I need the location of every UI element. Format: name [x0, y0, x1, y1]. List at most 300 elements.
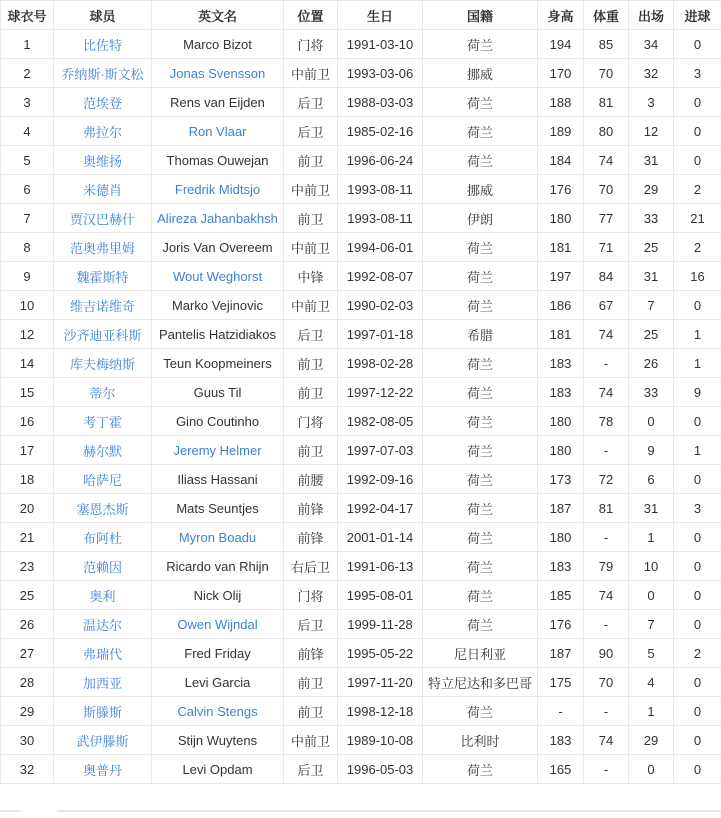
nationality-cell: 特立尼达和多巴哥: [423, 668, 538, 697]
number-cell: 2: [1, 59, 54, 88]
weight-cell: 77: [584, 204, 629, 233]
name_en-cell: Joris Van Overeem: [152, 233, 284, 262]
name_cn-cell: [54, 59, 152, 88]
column-header-number: 球衣号: [1, 1, 54, 30]
weight-cell: 74: [584, 581, 629, 610]
weight-cell: 71: [584, 233, 629, 262]
position-cell: 后卫: [284, 755, 338, 784]
nationality-cell: 挪威: [423, 59, 538, 88]
player-name-link[interactable]: 弗瑞代: [82, 646, 122, 662]
goals-cell: 0: [674, 88, 721, 117]
birthday-cell: 1995-05-22: [338, 639, 423, 668]
player-name-link[interactable]: 范赖因: [82, 559, 122, 575]
goals-cell: 0: [674, 407, 721, 436]
number-cell: 14: [1, 349, 54, 378]
number-cell: 16: [1, 407, 54, 436]
position-cell: 中前卫: [284, 233, 338, 262]
nationality-cell: 希腊: [423, 320, 538, 349]
goals-cell: 0: [674, 581, 721, 610]
nationality-cell: 荷兰: [423, 407, 538, 436]
position-cell: 门将: [284, 581, 338, 610]
position-cell: 门将: [284, 407, 338, 436]
height-cell: 183: [538, 552, 584, 581]
birthday-cell: 1998-12-18: [338, 697, 423, 726]
nationality-cell: 荷兰: [423, 30, 538, 59]
goals-cell: 0: [674, 610, 721, 639]
number-cell: 32: [1, 755, 54, 784]
position-cell: 前卫: [284, 378, 338, 407]
birthday-cell: 1993-08-11: [338, 175, 423, 204]
player-name-link[interactable]: 布阿杜: [82, 530, 122, 546]
appearances-cell: 1: [629, 697, 674, 726]
nationality-cell: 荷兰: [423, 146, 538, 175]
name_cn-cell: [54, 755, 152, 784]
weight-cell: 81: [584, 88, 629, 117]
name_cn-cell: [54, 233, 152, 262]
name_en-cell: Levi Opdam: [152, 755, 284, 784]
position-cell: 后卫: [284, 117, 338, 146]
birthday-cell: 1988-03-03: [338, 88, 423, 117]
height-cell: 185: [538, 581, 584, 610]
nationality-cell: 荷兰: [423, 262, 538, 291]
weight-cell: 81: [584, 494, 629, 523]
table-row: [1, 349, 721, 378]
number-cell: 18: [1, 465, 54, 494]
goals-cell: 2: [674, 639, 721, 668]
name_cn-cell: [54, 639, 152, 668]
height-cell: 181: [538, 233, 584, 262]
player-name-link[interactable]: 魏霍斯特: [76, 269, 129, 285]
weight-cell: 79: [584, 552, 629, 581]
number-cell: 6: [1, 175, 54, 204]
column-header-nationality: 国籍: [423, 1, 538, 30]
table-row: [1, 59, 721, 88]
player-name-en-link[interactable]: Jonas Svensson: [169, 65, 266, 81]
weight-cell: 67: [584, 291, 629, 320]
birthday-cell: 1996-05-03: [338, 755, 423, 784]
table-row: [1, 117, 721, 146]
nationality-cell: 比利时: [423, 726, 538, 755]
table-row: [1, 175, 721, 204]
weight-cell: 70: [584, 175, 629, 204]
player-name-link[interactable]: 温达尔: [82, 617, 122, 633]
height-cell: 183: [538, 378, 584, 407]
table-row: [1, 378, 721, 407]
appearances-cell: 0: [629, 407, 674, 436]
name_cn-cell: [54, 436, 152, 465]
appearances-cell: 0: [629, 581, 674, 610]
goals-cell: 2: [674, 175, 721, 204]
name_cn-cell: [54, 581, 152, 610]
appearances-cell: 10: [629, 552, 674, 581]
height-cell: 175: [538, 668, 584, 697]
name_cn-cell: [54, 320, 152, 349]
player-name-en-link[interactable]: Fredrik Midtsjo: [174, 181, 261, 197]
goals-cell: 0: [674, 146, 721, 175]
weight-cell: 84: [584, 262, 629, 291]
name_en-cell: [152, 523, 284, 552]
birthday-cell: 1992-09-16: [338, 465, 423, 494]
birthday-cell: 1982-08-05: [338, 407, 423, 436]
height-cell: 170: [538, 59, 584, 88]
appearances-cell: 33: [629, 204, 674, 233]
position-cell: 前锋: [284, 523, 338, 552]
nationality-cell: 荷兰: [423, 523, 538, 552]
name_cn-cell: [54, 726, 152, 755]
position-cell: 前卫: [284, 668, 338, 697]
column-header-goals: 进球: [674, 1, 721, 30]
goals-cell: 0: [674, 697, 721, 726]
height-cell: 186: [538, 291, 584, 320]
position-cell: 前锋: [284, 494, 338, 523]
position-cell: 前锋: [284, 639, 338, 668]
position-cell: 中前卫: [284, 291, 338, 320]
position-cell: 前卫: [284, 146, 338, 175]
name_en-cell: Levi Garcia: [152, 668, 284, 697]
goals-cell: 2: [674, 233, 721, 262]
player-name-link[interactable]: 比佐特: [82, 37, 122, 53]
goals-cell: 0: [674, 552, 721, 581]
table-row: [1, 610, 721, 639]
name_en-cell: Marco Bizot: [152, 30, 284, 59]
divider-segment-left: [0, 810, 21, 812]
nationality-cell: 挪威: [423, 175, 538, 204]
goals-cell: 9: [674, 378, 721, 407]
player-name-link[interactable]: 武伊滕斯: [76, 733, 129, 749]
name_cn-cell: [54, 88, 152, 117]
table-row: [1, 88, 721, 117]
height-cell: 194: [538, 30, 584, 59]
bottom-divider-area: [0, 784, 721, 818]
name_en-cell: Fred Friday: [152, 639, 284, 668]
table-row: [1, 726, 721, 755]
number-cell: 17: [1, 436, 54, 465]
name_en-cell: Rens van Eijden: [152, 88, 284, 117]
name_en-cell: Iliass Hassani: [152, 465, 284, 494]
position-cell: 前卫: [284, 204, 338, 233]
number-cell: 29: [1, 697, 54, 726]
goals-cell: 1: [674, 349, 721, 378]
player-name-en-link[interactable]: Wout Weghorst: [172, 268, 263, 284]
height-cell: 187: [538, 639, 584, 668]
name_en-cell: [152, 262, 284, 291]
name_cn-cell: [54, 204, 152, 233]
name_en-cell: [152, 175, 284, 204]
birthday-cell: 1997-07-03: [338, 436, 423, 465]
weight-cell: -: [584, 697, 629, 726]
weight-cell: 74: [584, 320, 629, 349]
table-row: [1, 552, 721, 581]
name_en-cell: Gino Coutinho: [152, 407, 284, 436]
appearances-cell: 12: [629, 117, 674, 146]
position-cell: 前卫: [284, 349, 338, 378]
name_en-cell: Thomas Ouwejan: [152, 146, 284, 175]
player-name-link[interactable]: 加西亚: [82, 675, 122, 691]
table-row: [1, 494, 721, 523]
player-name-link[interactable]: 考丁霍: [82, 414, 122, 430]
appearances-cell: 29: [629, 175, 674, 204]
table-row: [1, 697, 721, 726]
table-row: [1, 436, 721, 465]
weight-cell: 74: [584, 146, 629, 175]
position-cell: 中前卫: [284, 726, 338, 755]
name_cn-cell: [54, 291, 152, 320]
height-cell: 180: [538, 436, 584, 465]
player-name-en-link[interactable]: Owen Wijndal: [177, 616, 258, 632]
table-row: [1, 291, 721, 320]
nationality-cell: 荷兰: [423, 494, 538, 523]
weight-cell: -: [584, 436, 629, 465]
number-cell: 28: [1, 668, 54, 697]
weight-cell: -: [584, 523, 629, 552]
appearances-cell: 3: [629, 88, 674, 117]
name_cn-cell: [54, 407, 152, 436]
table-row: [1, 639, 721, 668]
name_en-cell: Marko Vejinovic: [152, 291, 284, 320]
appearances-cell: 25: [629, 233, 674, 262]
name_cn-cell: [54, 349, 152, 378]
player-name-en-link[interactable]: Alireza Jahanbakhsh: [157, 210, 278, 226]
nationality-cell: 荷兰: [423, 697, 538, 726]
height-cell: -: [538, 697, 584, 726]
number-cell: 8: [1, 233, 54, 262]
birthday-cell: 2001-01-14: [338, 523, 423, 552]
appearances-cell: 25: [629, 320, 674, 349]
nationality-cell: 荷兰: [423, 349, 538, 378]
goals-cell: 3: [674, 494, 721, 523]
name_cn-cell: [54, 262, 152, 291]
table-row: [1, 465, 721, 494]
goals-cell: 3: [674, 59, 721, 88]
name_en-cell: [152, 204, 284, 233]
appearances-cell: 1: [629, 523, 674, 552]
nationality-cell: 尼日利亚: [423, 639, 538, 668]
birthday-cell: 1996-06-24: [338, 146, 423, 175]
height-cell: 180: [538, 407, 584, 436]
number-cell: 26: [1, 610, 54, 639]
player-name-link[interactable]: 奥普丹: [82, 762, 122, 778]
player-name-link[interactable]: 蒂尔: [89, 385, 116, 401]
name_cn-cell: [54, 117, 152, 146]
height-cell: 184: [538, 146, 584, 175]
birthday-cell: 1991-03-10: [338, 30, 423, 59]
table-row: [1, 523, 721, 552]
nationality-cell: 荷兰: [423, 117, 538, 146]
number-cell: 15: [1, 378, 54, 407]
name_cn-cell: [54, 610, 152, 639]
height-cell: 187: [538, 494, 584, 523]
birthday-cell: 1993-03-06: [338, 59, 423, 88]
nationality-cell: 荷兰: [423, 610, 538, 639]
goals-cell: 0: [674, 668, 721, 697]
player-name-en-link[interactable]: Myron Boadu: [178, 529, 257, 545]
appearances-cell: 5: [629, 639, 674, 668]
appearances-cell: 7: [629, 610, 674, 639]
position-cell: 后卫: [284, 320, 338, 349]
table-row: [1, 233, 721, 262]
goals-cell: 0: [674, 465, 721, 494]
birthday-cell: 1993-08-11: [338, 204, 423, 233]
height-cell: 188: [538, 88, 584, 117]
divider-segment-right: [57, 810, 721, 812]
position-cell: 中前卫: [284, 175, 338, 204]
player-name-link[interactable]: 哈萨尼: [82, 472, 122, 488]
name_en-cell: [152, 436, 284, 465]
goals-cell: 0: [674, 117, 721, 146]
player-name-link[interactable]: 奥利: [89, 588, 116, 604]
birthday-cell: 1985-02-16: [338, 117, 423, 146]
appearances-cell: 31: [629, 146, 674, 175]
height-cell: 197: [538, 262, 584, 291]
appearances-cell: 26: [629, 349, 674, 378]
position-cell: 后卫: [284, 88, 338, 117]
name_en-cell: Stijn Wuytens: [152, 726, 284, 755]
goals-cell: 16: [674, 262, 721, 291]
nationality-cell: 荷兰: [423, 552, 538, 581]
weight-cell: 85: [584, 30, 629, 59]
number-cell: 1: [1, 30, 54, 59]
weight-cell: 74: [584, 378, 629, 407]
goals-cell: 21: [674, 204, 721, 233]
goals-cell: 0: [674, 726, 721, 755]
name_cn-cell: [54, 378, 152, 407]
position-cell: 门将: [284, 30, 338, 59]
goals-cell: 0: [674, 755, 721, 784]
birthday-cell: 1999-11-28: [338, 610, 423, 639]
nationality-cell: 荷兰: [423, 755, 538, 784]
appearances-cell: 33: [629, 378, 674, 407]
weight-cell: -: [584, 755, 629, 784]
position-cell: 后卫: [284, 610, 338, 639]
number-cell: 25: [1, 581, 54, 610]
appearances-cell: 31: [629, 262, 674, 291]
weight-cell: 78: [584, 407, 629, 436]
name_cn-cell: [54, 494, 152, 523]
name_en-cell: [152, 697, 284, 726]
birthday-cell: 1992-08-07: [338, 262, 423, 291]
name_cn-cell: [54, 30, 152, 59]
player-name-link[interactable]: 赫尔默: [82, 443, 122, 459]
name_cn-cell: [54, 523, 152, 552]
table-row: [1, 30, 721, 59]
weight-cell: 72: [584, 465, 629, 494]
birthday-cell: 1991-06-13: [338, 552, 423, 581]
position-cell: 右后卫: [284, 552, 338, 581]
player-name-link[interactable]: 塞恩杰斯: [76, 501, 129, 517]
position-cell: 中锋: [284, 262, 338, 291]
height-cell: 183: [538, 726, 584, 755]
number-cell: 10: [1, 291, 54, 320]
player-name-link[interactable]: 奥维扬: [82, 153, 122, 169]
position-cell: 中前卫: [284, 59, 338, 88]
weight-cell: -: [584, 349, 629, 378]
name_cn-cell: [54, 697, 152, 726]
player-name-link[interactable]: 范奥弗里姆: [69, 240, 135, 256]
nationality-cell: 荷兰: [423, 581, 538, 610]
number-cell: 27: [1, 639, 54, 668]
table-row: [1, 755, 721, 784]
number-cell: 12: [1, 320, 54, 349]
goals-cell: 1: [674, 436, 721, 465]
player-name-link[interactable]: 维吉诺维奇: [69, 298, 135, 314]
goals-cell: 0: [674, 30, 721, 59]
table-row: [1, 204, 721, 233]
appearances-cell: 4: [629, 668, 674, 697]
weight-cell: 74: [584, 726, 629, 755]
birthday-cell: 1989-10-08: [338, 726, 423, 755]
table-row: [1, 262, 721, 291]
height-cell: 181: [538, 320, 584, 349]
nationality-cell: 荷兰: [423, 465, 538, 494]
name_cn-cell: [54, 146, 152, 175]
nationality-cell: 荷兰: [423, 88, 538, 117]
appearances-cell: 32: [629, 59, 674, 88]
nationality-cell: 荷兰: [423, 436, 538, 465]
column-header-appearances: 出场: [629, 1, 674, 30]
birthday-cell: 1997-01-18: [338, 320, 423, 349]
player-name-link[interactable]: 沙齐迪亚科斯: [63, 327, 142, 343]
table-row: [1, 668, 721, 697]
appearances-cell: 6: [629, 465, 674, 494]
name_en-cell: [152, 117, 284, 146]
nationality-cell: 荷兰: [423, 233, 538, 262]
appearances-cell: 34: [629, 30, 674, 59]
name_en-cell: Mats Seuntjes: [152, 494, 284, 523]
birthday-cell: 1994-06-01: [338, 233, 423, 262]
number-cell: 9: [1, 262, 54, 291]
column-header-weight: 体重: [584, 1, 629, 30]
player-name-link[interactable]: 斯滕斯: [82, 704, 122, 720]
name_en-cell: Guus Til: [152, 378, 284, 407]
player-name-link[interactable]: 乔纳斯·斯文松: [61, 66, 144, 82]
table-row: [1, 407, 721, 436]
player-name-link[interactable]: 库夫梅纳斯: [69, 356, 135, 372]
height-cell: 189: [538, 117, 584, 146]
number-cell: 20: [1, 494, 54, 523]
name_cn-cell: [54, 175, 152, 204]
column-header-height: 身高: [538, 1, 584, 30]
number-cell: 21: [1, 523, 54, 552]
name_en-cell: Teun Koopmeiners: [152, 349, 284, 378]
height-cell: 180: [538, 204, 584, 233]
player-name-en-link[interactable]: Calvin Stengs: [177, 703, 258, 719]
name_en-cell: [152, 59, 284, 88]
weight-cell: -: [584, 610, 629, 639]
player-name-link[interactable]: 范埃登: [82, 95, 122, 111]
goals-cell: 0: [674, 523, 721, 552]
birthday-cell: 1990-02-03: [338, 291, 423, 320]
number-cell: 5: [1, 146, 54, 175]
weight-cell: 70: [584, 668, 629, 697]
player-name-link[interactable]: 贾汉巴赫什: [69, 211, 135, 227]
column-header-birthday: 生日: [338, 1, 423, 30]
nationality-cell: 荷兰: [423, 291, 538, 320]
player-name-en-link[interactable]: Ron Vlaar: [188, 123, 247, 139]
number-cell: 23: [1, 552, 54, 581]
player-name-en-link[interactable]: Jeremy Helmer: [173, 442, 262, 458]
player-name-link[interactable]: 弗拉尔: [82, 124, 122, 140]
nationality-cell: 伊朗: [423, 204, 538, 233]
table-row: [1, 320, 721, 349]
appearances-cell: 7: [629, 291, 674, 320]
birthday-cell: 1992-04-17: [338, 494, 423, 523]
appearances-cell: 9: [629, 436, 674, 465]
position-cell: 前卫: [284, 436, 338, 465]
birthday-cell: 1997-12-22: [338, 378, 423, 407]
appearances-cell: 0: [629, 755, 674, 784]
appearances-cell: 29: [629, 726, 674, 755]
player-name-link[interactable]: 米德肖: [82, 182, 122, 198]
